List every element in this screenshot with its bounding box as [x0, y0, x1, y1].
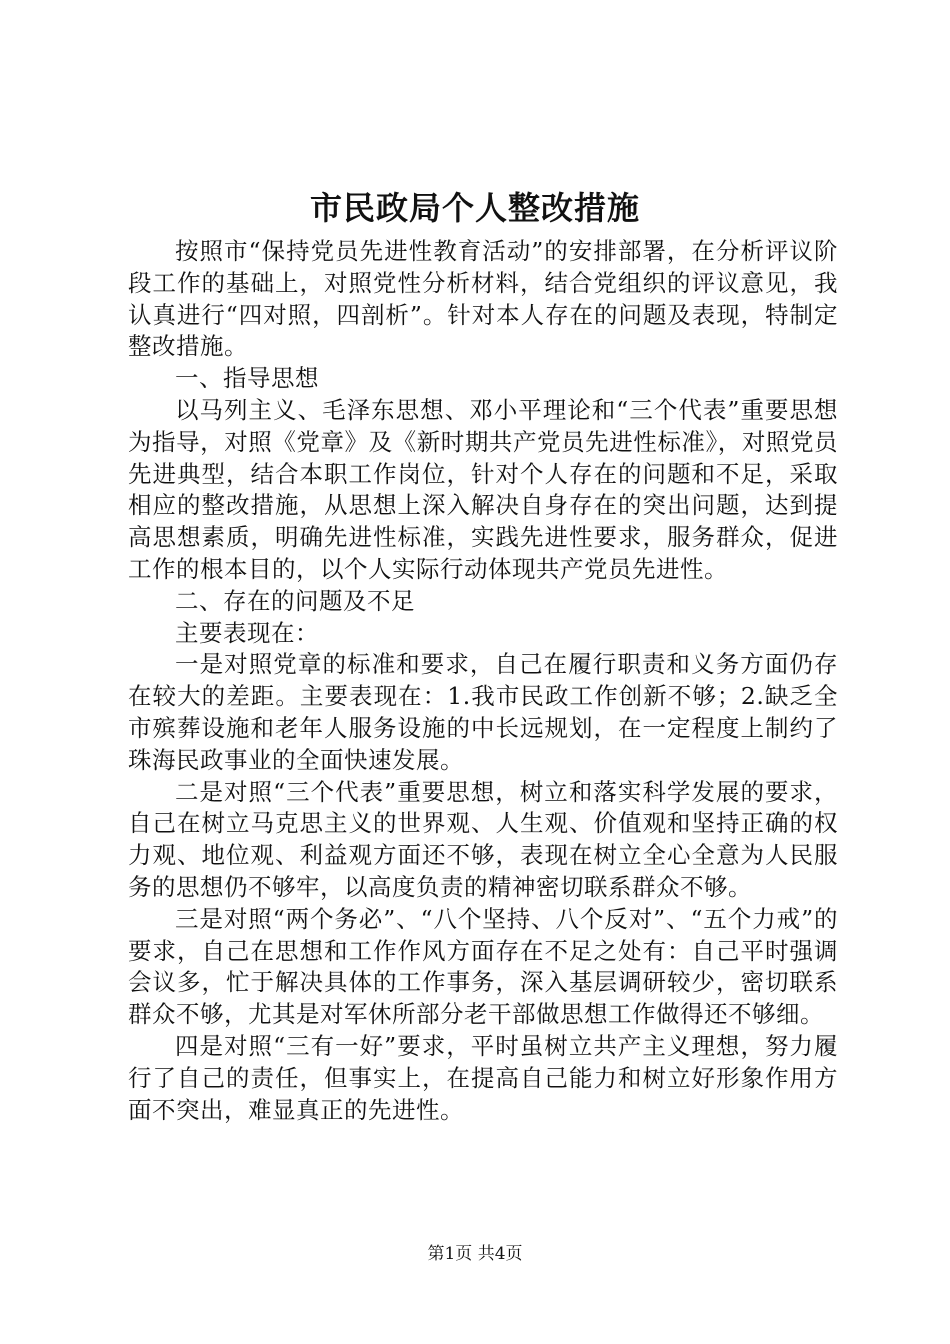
- page-title: 市民政局个人整改措施: [309, 189, 640, 227]
- section-heading-problems: 二、存在的问题及不足: [175, 586, 415, 615]
- page-number-footer: 第1页 共4页: [427, 1244, 523, 1264]
- guiding-thought-paragraph: 以马列主义、毛泽东思想、邓小平理论和“三个代表”重要思想为指导，对照《党章》及《新时期共产党员先进性标准》，对照党员先进典型，结合本职工作岗位，针对个人存在的问题和不足，采取相应的整改措施，从思想上深入解决自身存在的突出问题，达到提高思想素质，明确先进性标准，实践先进性要求，服务群众，促进工作的根本目的，以个人实际行动体现共产党员先进性。: [128, 395, 838, 583]
- problem-paragraph-1: 一是对照党章的标准和要求，自己在履行职责和义务方面仍存在较大的差距。主要表现在：1.我市民政工作创新不够；2.缺乏全市殡葬设施和老年人服务设施的中长远规划，在一定程度上制约了珠海民政事业的全面快速发展。: [128, 650, 838, 774]
- intro-paragraph: 按照市“保持党员先进性教育活动”的安排部署，在分析评议阶段工作的基础上，对照党性分析材料，结合党组织的评议意见，我认真进行“四对照，四剖析”。针对本人存在的问题及表现，特制定整改措施。: [128, 237, 838, 361]
- problem-paragraph-3: 三是对照“两个务必”、“八个坚持、八个反对”、“五个力戒”的要求，自己在思想和工作作风方面存在不足之处有：自己平时强调会议多，忙于解决具体的工作事务，深入基层调研较少，密切联系群众不够，尤其是对军休所部分老干部做思想工作做得还不够细。: [128, 904, 838, 1029]
- problems-lead-in: 主要表现在：: [175, 618, 319, 647]
- section-heading-guiding-thought: 一、指导思想: [175, 364, 319, 393]
- problem-paragraph-2: 二是对照“三个代表”重要思想，树立和落实科学发展的要求，自己在树立马克思主义的世界观、人生观、价值观和坚持正确的权力观、地位观、利益观方面还不够，表现在树立全心全意为人民服务的思想仍不够牢，以高度负责的精神密切联系群众不够。: [128, 777, 838, 901]
- problem-paragraph-4: 四是对照“三有一好”要求，平时虽树立共产主义理想，努力履行了自己的责任，但事实上，在提高自己能力和树立好形象作用方面不突出，难显真正的先进性。: [128, 1031, 838, 1124]
- document-body: [128, 236, 838, 1126]
